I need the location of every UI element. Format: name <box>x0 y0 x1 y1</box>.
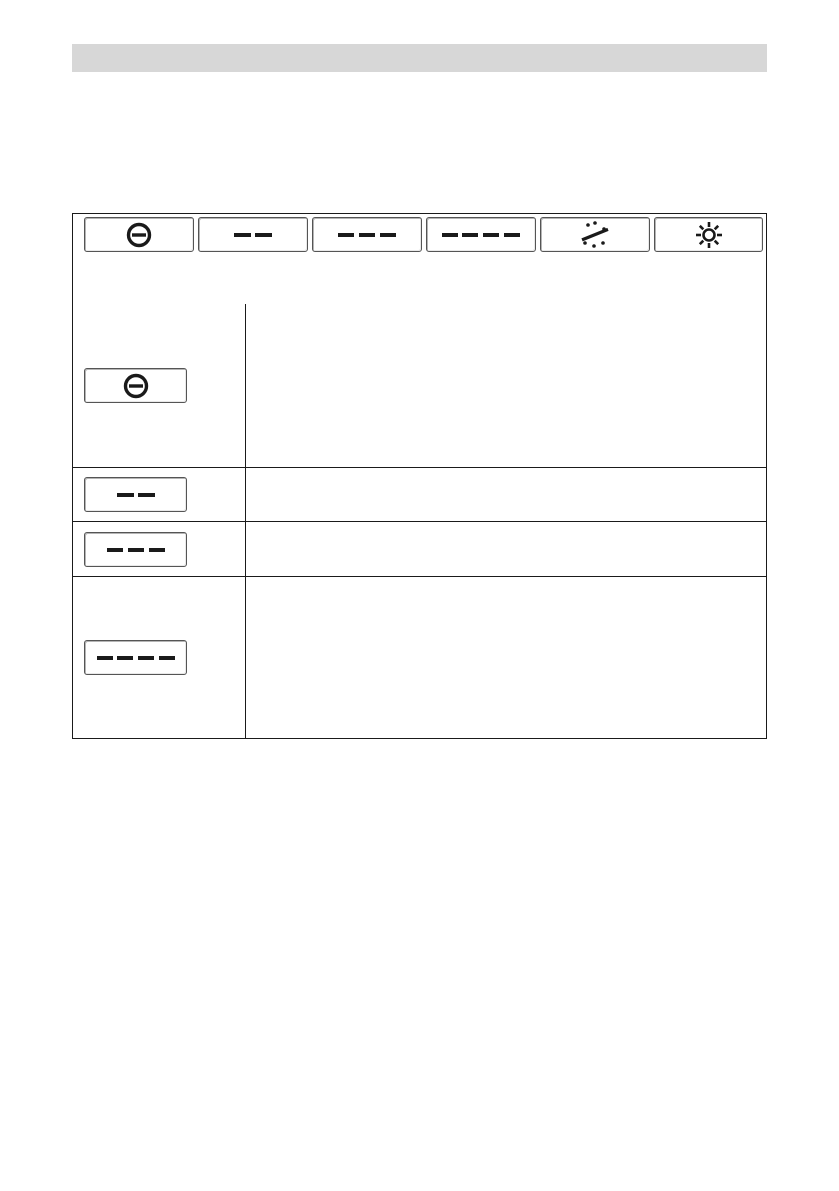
row-divider <box>73 467 766 468</box>
dash-3-icon <box>337 231 397 239</box>
sun-icon <box>695 221 723 249</box>
row-divider <box>73 521 766 522</box>
stop-button[interactable] <box>84 217 194 252</box>
dash-3-icon <box>106 546 166 554</box>
dash-2-icon <box>116 491 156 499</box>
section-header-bar <box>72 44 767 72</box>
dash-2-icon <box>233 231 273 239</box>
row-level-2-button <box>84 477 187 512</box>
row-level-3-button <box>84 532 187 567</box>
row-level-4-button <box>84 640 187 675</box>
row-divider <box>73 576 766 577</box>
level-2-button[interactable] <box>198 217 308 252</box>
level-3-button[interactable] <box>312 217 422 252</box>
description-table <box>72 304 767 739</box>
level-4-button[interactable] <box>426 217 536 252</box>
prohibited-icon <box>123 373 149 399</box>
dash-4-icon <box>441 231 521 239</box>
row-stop-button <box>84 368 187 403</box>
control-panel <box>72 213 767 305</box>
switch-off-icon <box>580 221 610 249</box>
timer-button[interactable] <box>540 217 650 252</box>
prohibited-icon <box>126 222 152 248</box>
dash-4-icon <box>96 654 176 662</box>
light-button[interactable] <box>654 217 763 252</box>
